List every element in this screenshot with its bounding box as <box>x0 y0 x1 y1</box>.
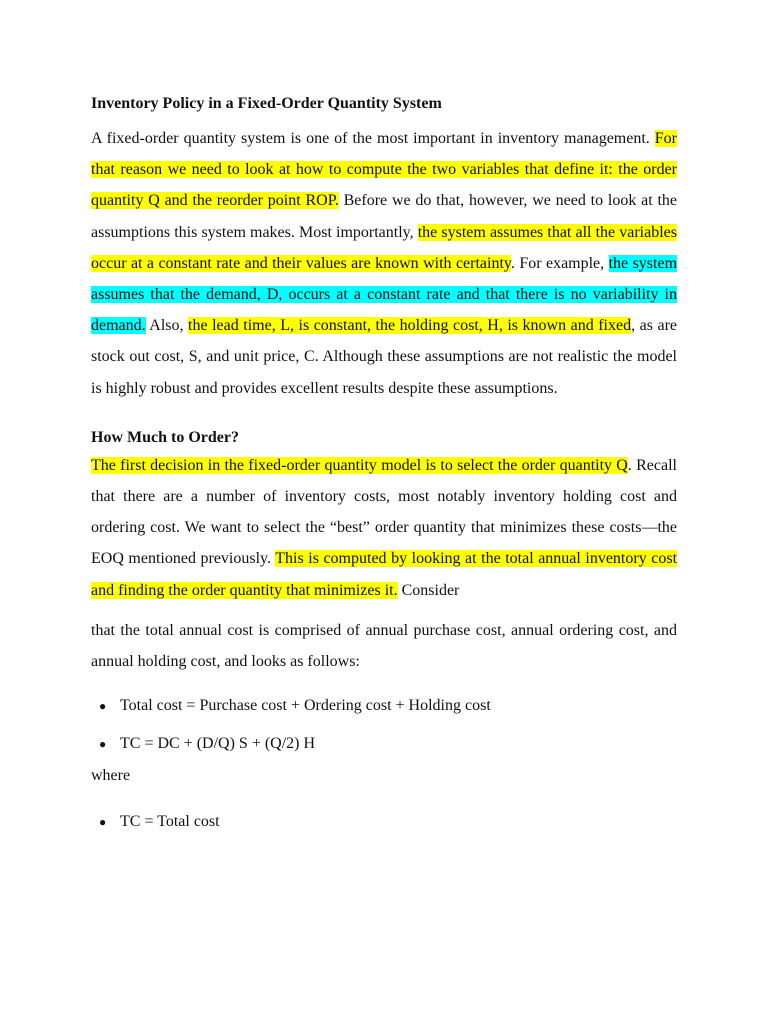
highlighted-text-yellow: the lead time, L, is constant, the holding cost, H, is known and fixed <box>188 317 632 335</box>
text-run: Consider <box>397 581 460 599</box>
where-label: where <box>91 767 131 785</box>
highlighted-text-cyan: the system assumes that the demand, D, occurs at a constant rate and that there is no variability in demand. <box>91 254 678 335</box>
list-item-text: TC = Total cost <box>120 813 220 831</box>
highlighted-text-yellow: The first decision in the fixed-order quantity model is to select the order quantity Q <box>91 456 628 474</box>
section2-paragraph-continued: that the total annual cost is comprised of annual purchase cost, annual ordering cost, and annual holding cost, and looks as follows: <box>91 621 677 671</box>
text-run: Before we do that, however, we need to look at the assumptions this system makes. Most importantly, <box>91 192 678 241</box>
highlighted-text-yellow: This is computed by looking at the total annual inventory cost and finding the order quantity that minimizes it. <box>91 550 678 599</box>
bullet-icon: ● <box>99 815 107 830</box>
list-item <box>91 812 677 832</box>
text-run: Also, <box>145 317 189 335</box>
list-item <box>91 734 677 754</box>
bullet-icon: ● <box>99 737 107 752</box>
list-item-text: Total cost = Purchase cost + Ordering cost + Holding cost <box>120 697 491 715</box>
section2-paragraph <box>91 450 677 606</box>
text-run: A fixed-order quantity system is one of the most important in inventory management. <box>91 130 655 147</box>
section-heading-inventory-policy: Inventory Policy in a Fixed-Order Quantity System <box>91 95 442 112</box>
section1-paragraph <box>91 123 677 404</box>
highlighted-text-yellow: the system assumes that all the variables occur at a constant rate and their values are known with certainty <box>91 223 677 272</box>
text-run: . For example, <box>510 254 609 272</box>
formula-bullet-list <box>91 696 677 754</box>
list-item-text: TC = DC + (D/Q) S + (Q/2) H <box>120 735 316 753</box>
document-page <box>91 90 677 832</box>
list-item <box>91 696 677 716</box>
bullet-icon: ● <box>99 699 107 714</box>
highlighted-text-yellow: For that reason we need to look at how to compute the two variables that define it: the order quantity Q and the reorder point ROP. <box>91 130 677 210</box>
definition-bullet-list <box>91 812 677 832</box>
text-run: . Recall that there are a number of inventory costs, most notably inventory holding cost and ordering cost. We want to select the “best” order quantity that minimizes these costs—the EOQ mentioned previously. <box>91 456 678 568</box>
text-run: , as are stock out cost, S, and unit price, C. Although these assumptions are not realistic the model is highly robust and provides excellent results despite these assumptions. <box>91 317 677 397</box>
section-heading-how-much-to-order: How Much to Order? <box>91 428 239 446</box>
